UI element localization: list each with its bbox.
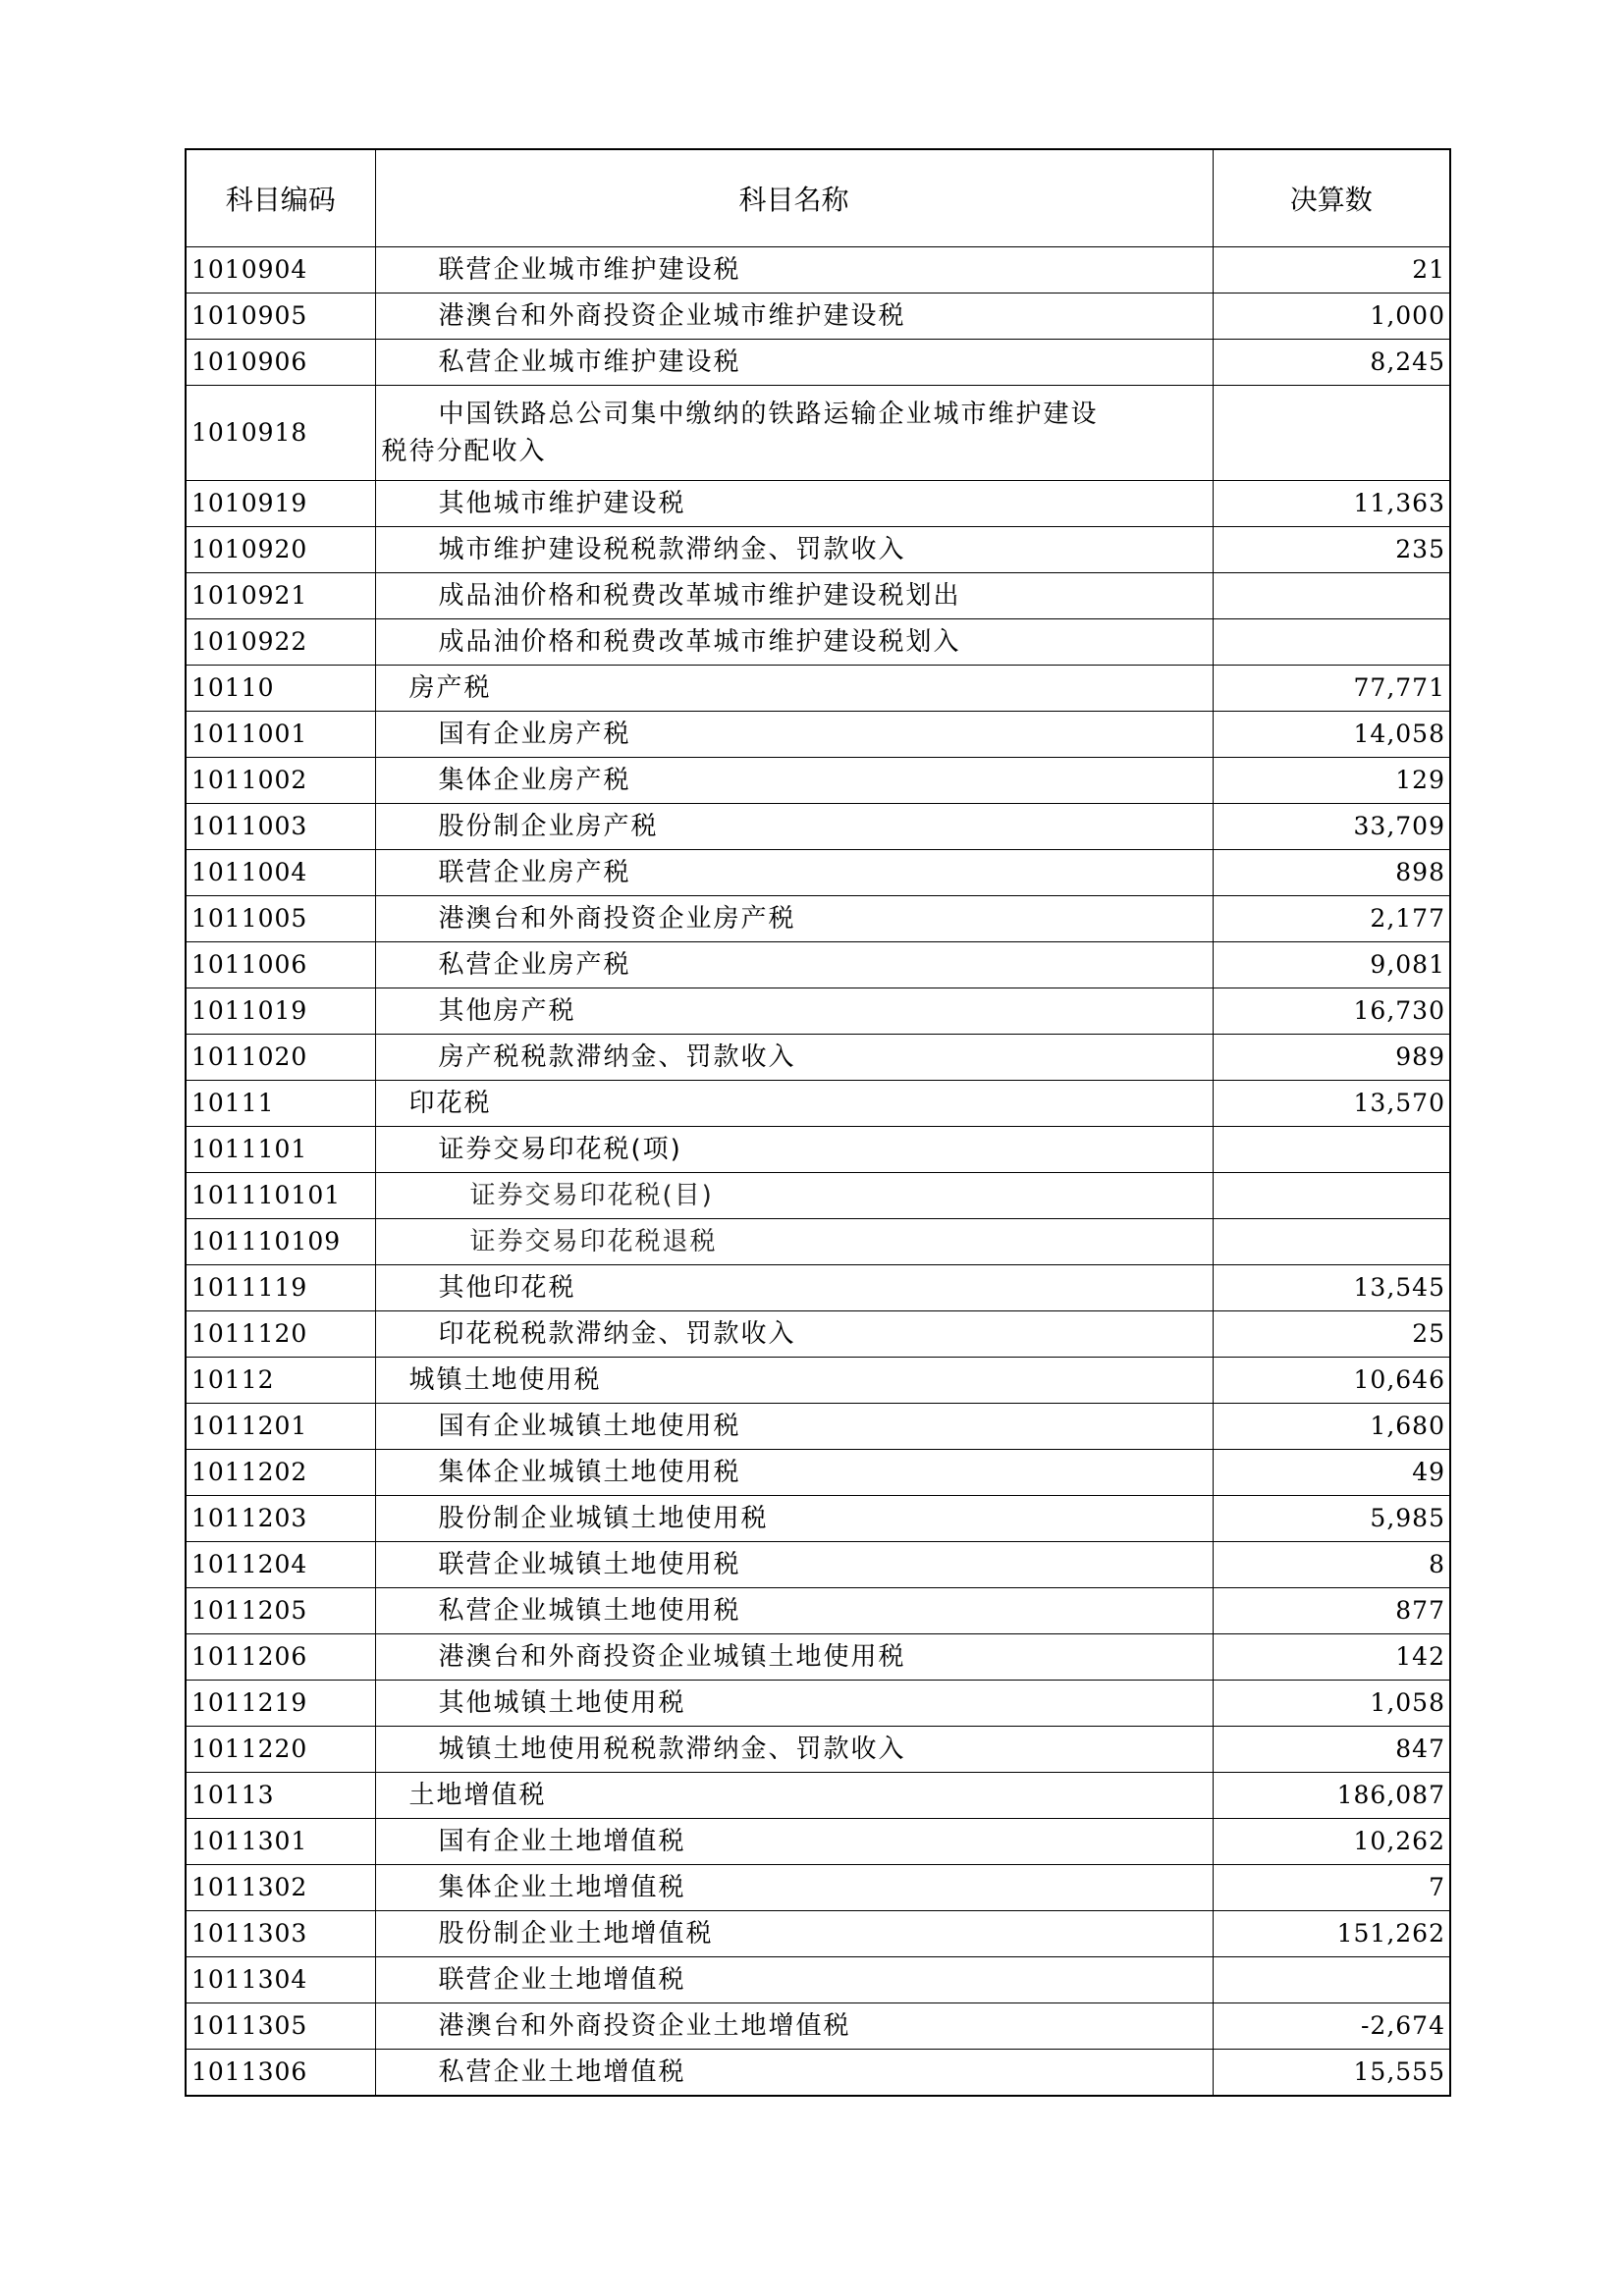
table-row bbox=[186, 1911, 1450, 1957]
row-amount: 15,555 bbox=[1213, 2050, 1450, 2097]
row-amount bbox=[1213, 619, 1450, 666]
row-name-line1: 中国铁路总公司集中缴纳的铁路运输企业城市维护建设 bbox=[438, 400, 1099, 429]
row-amount: 186,087 bbox=[1213, 1773, 1450, 1819]
row-code: 1011205 bbox=[186, 1588, 375, 1634]
table-row bbox=[186, 1173, 1450, 1219]
row-amount: 142 bbox=[1213, 1634, 1450, 1681]
budget-table bbox=[185, 148, 1451, 2097]
row-amount bbox=[1213, 1173, 1450, 1219]
row-name: 证券交易印花税(项) bbox=[375, 1127, 1213, 1173]
row-name: 城镇土地使用税税款滞纳金、罚款收入 bbox=[375, 1727, 1213, 1773]
table-row bbox=[186, 1219, 1450, 1265]
row-name: 印花税税款滞纳金、罚款收入 bbox=[375, 1311, 1213, 1358]
row-amount: 49 bbox=[1213, 1450, 1450, 1496]
table-row bbox=[186, 850, 1450, 896]
row-amount: 14,058 bbox=[1213, 712, 1450, 758]
row-code: 1011119 bbox=[186, 1265, 375, 1311]
table-row bbox=[186, 386, 1450, 481]
table-row bbox=[186, 896, 1450, 942]
row-name: 城镇土地使用税 bbox=[375, 1358, 1213, 1404]
row-name-line2: 税待分配收入 bbox=[381, 437, 547, 466]
row-name: 国有企业房产税 bbox=[375, 712, 1213, 758]
row-amount: 235 bbox=[1213, 527, 1450, 573]
table-row bbox=[186, 573, 1450, 619]
row-amount: -2,674 bbox=[1213, 2003, 1450, 2050]
row-code: 1010921 bbox=[186, 573, 375, 619]
row-name: 国有企业土地增值税 bbox=[375, 1819, 1213, 1865]
row-amount: 8 bbox=[1213, 1542, 1450, 1588]
row-code: 1010904 bbox=[186, 247, 375, 294]
budget-table-container bbox=[185, 148, 1449, 2097]
row-name: 集体企业土地增值税 bbox=[375, 1865, 1213, 1911]
row-name: 私营企业房产税 bbox=[375, 942, 1213, 988]
row-amount: 21 bbox=[1213, 247, 1450, 294]
row-amount: 13,545 bbox=[1213, 1265, 1450, 1311]
row-amount: 847 bbox=[1213, 1727, 1450, 1773]
row-amount: 5,985 bbox=[1213, 1496, 1450, 1542]
table-row bbox=[186, 1404, 1450, 1450]
table-row bbox=[186, 1957, 1450, 2003]
row-amount: 2,177 bbox=[1213, 896, 1450, 942]
table-row bbox=[186, 1265, 1450, 1311]
row-amount: 989 bbox=[1213, 1035, 1450, 1081]
row-code: 1011305 bbox=[186, 2003, 375, 2050]
row-name: 私营企业土地增值税 bbox=[375, 2050, 1213, 2097]
table-row bbox=[186, 712, 1450, 758]
row-amount: 898 bbox=[1213, 850, 1450, 896]
row-amount: 9,081 bbox=[1213, 942, 1450, 988]
row-code: 1011101 bbox=[186, 1127, 375, 1173]
row-name: 其他城市维护建设税 bbox=[375, 481, 1213, 527]
row-code: 1011004 bbox=[186, 850, 375, 896]
row-name: 港澳台和外商投资企业房产税 bbox=[375, 896, 1213, 942]
row-name: 城市维护建设税税款滞纳金、罚款收入 bbox=[375, 527, 1213, 573]
row-amount: 16,730 bbox=[1213, 988, 1450, 1035]
row-name: 其他城镇土地使用税 bbox=[375, 1681, 1213, 1727]
row-name: 成品油价格和税费改革城市维护建设税划出 bbox=[375, 573, 1213, 619]
table-row bbox=[186, 942, 1450, 988]
row-name: 证券交易印花税(目) bbox=[375, 1173, 1213, 1219]
row-amount: 877 bbox=[1213, 1588, 1450, 1634]
row-amount: 13,570 bbox=[1213, 1081, 1450, 1127]
row-name: 港澳台和外商投资企业城镇土地使用税 bbox=[375, 1634, 1213, 1681]
row-code: 10112 bbox=[186, 1358, 375, 1404]
header-name: 科目名称 bbox=[375, 149, 1213, 247]
row-name: 股份制企业房产税 bbox=[375, 804, 1213, 850]
table-row bbox=[186, 1035, 1450, 1081]
row-name: 私营企业城镇土地使用税 bbox=[375, 1588, 1213, 1634]
row-code: 1011006 bbox=[186, 942, 375, 988]
header-amount: 决算数 bbox=[1213, 149, 1450, 247]
row-code: 1011001 bbox=[186, 712, 375, 758]
row-name: 国有企业城镇土地使用税 bbox=[375, 1404, 1213, 1450]
row-name: 证券交易印花税退税 bbox=[375, 1219, 1213, 1265]
table-row bbox=[186, 1865, 1450, 1911]
row-code: 1010906 bbox=[186, 340, 375, 386]
row-code: 10111 bbox=[186, 1081, 375, 1127]
table-body bbox=[186, 247, 1450, 2097]
row-amount: 10,262 bbox=[1213, 1819, 1450, 1865]
row-name: 港澳台和外商投资企业土地增值税 bbox=[375, 2003, 1213, 2050]
row-amount: 1,058 bbox=[1213, 1681, 1450, 1727]
row-name: 其他房产税 bbox=[375, 988, 1213, 1035]
row-name: 联营企业房产税 bbox=[375, 850, 1213, 896]
table-row bbox=[186, 619, 1450, 666]
row-amount bbox=[1213, 573, 1450, 619]
row-name: 成品油价格和税费改革城市维护建设税划入 bbox=[375, 619, 1213, 666]
row-code: 1011003 bbox=[186, 804, 375, 850]
row-code: 1011202 bbox=[186, 1450, 375, 1496]
row-amount: 33,709 bbox=[1213, 804, 1450, 850]
row-amount bbox=[1213, 1219, 1450, 1265]
row-code: 1011219 bbox=[186, 1681, 375, 1727]
row-name: 联营企业土地增值税 bbox=[375, 1957, 1213, 2003]
table-row bbox=[186, 2050, 1450, 2097]
row-amount: 1,000 bbox=[1213, 294, 1450, 340]
row-name: 港澳台和外商投资企业城市维护建设税 bbox=[375, 294, 1213, 340]
row-name: 集体企业城镇土地使用税 bbox=[375, 1450, 1213, 1496]
table-row bbox=[186, 758, 1450, 804]
table-row bbox=[186, 340, 1450, 386]
row-name: 房产税 bbox=[375, 666, 1213, 712]
row-amount: 77,771 bbox=[1213, 666, 1450, 712]
table-row bbox=[186, 666, 1450, 712]
row-amount: 7 bbox=[1213, 1865, 1450, 1911]
row-amount: 11,363 bbox=[1213, 481, 1450, 527]
row-name: 股份制企业土地增值税 bbox=[375, 1911, 1213, 1957]
row-code: 1011120 bbox=[186, 1311, 375, 1358]
table-row bbox=[186, 1727, 1450, 1773]
row-code: 1011201 bbox=[186, 1404, 375, 1450]
row-code: 1010922 bbox=[186, 619, 375, 666]
table-row bbox=[186, 1450, 1450, 1496]
row-amount: 151,262 bbox=[1213, 1911, 1450, 1957]
row-code: 1011303 bbox=[186, 1911, 375, 1957]
row-amount: 10,646 bbox=[1213, 1358, 1450, 1404]
row-name: 其他印花税 bbox=[375, 1265, 1213, 1311]
table-row bbox=[186, 1634, 1450, 1681]
row-code: 1011302 bbox=[186, 1865, 375, 1911]
table-row bbox=[186, 1681, 1450, 1727]
row-amount bbox=[1213, 1127, 1450, 1173]
row-code: 1011019 bbox=[186, 988, 375, 1035]
table-row bbox=[186, 2003, 1450, 2050]
row-code: 1011002 bbox=[186, 758, 375, 804]
table-row bbox=[186, 804, 1450, 850]
row-code: 1011220 bbox=[186, 1727, 375, 1773]
row-code: 1011306 bbox=[186, 2050, 375, 2097]
row-code: 1011020 bbox=[186, 1035, 375, 1081]
table-row bbox=[186, 481, 1450, 527]
row-name: 股份制企业城镇土地使用税 bbox=[375, 1496, 1213, 1542]
row-code: 1011005 bbox=[186, 896, 375, 942]
row-name: 土地增值税 bbox=[375, 1773, 1213, 1819]
table-row bbox=[186, 1773, 1450, 1819]
row-amount bbox=[1213, 386, 1450, 481]
row-code: 10113 bbox=[186, 1773, 375, 1819]
row-name: 联营企业城市维护建设税 bbox=[375, 247, 1213, 294]
row-code: 1010919 bbox=[186, 481, 375, 527]
table-row bbox=[186, 1542, 1450, 1588]
row-code: 1011206 bbox=[186, 1634, 375, 1681]
row-code: 1010905 bbox=[186, 294, 375, 340]
table-row bbox=[186, 1081, 1450, 1127]
row-code: 1010918 bbox=[186, 386, 375, 481]
table-row bbox=[186, 1358, 1450, 1404]
table-row bbox=[186, 1588, 1450, 1634]
row-code: 1010920 bbox=[186, 527, 375, 573]
table-row bbox=[186, 527, 1450, 573]
table-row bbox=[186, 1496, 1450, 1542]
row-amount: 8,245 bbox=[1213, 340, 1450, 386]
row-amount: 129 bbox=[1213, 758, 1450, 804]
row-amount: 1,680 bbox=[1213, 1404, 1450, 1450]
row-amount: 25 bbox=[1213, 1311, 1450, 1358]
row-code: 1011301 bbox=[186, 1819, 375, 1865]
row-name: 印花税 bbox=[375, 1081, 1213, 1127]
row-code: 10110 bbox=[186, 666, 375, 712]
table-row bbox=[186, 1819, 1450, 1865]
row-code: 101110101 bbox=[186, 1173, 375, 1219]
row-name: 房产税税款滞纳金、罚款收入 bbox=[375, 1035, 1213, 1081]
row-name: 联营企业城镇土地使用税 bbox=[375, 1542, 1213, 1588]
row-code: 101110109 bbox=[186, 1219, 375, 1265]
row-name: 私营企业城市维护建设税 bbox=[375, 340, 1213, 386]
table-row bbox=[186, 294, 1450, 340]
table-header-row bbox=[186, 149, 1450, 247]
row-name: 集体企业房产税 bbox=[375, 758, 1213, 804]
row-code: 1011204 bbox=[186, 1542, 375, 1588]
row-name bbox=[375, 386, 1213, 481]
table-row bbox=[186, 1311, 1450, 1358]
header-code: 科目编码 bbox=[186, 149, 375, 247]
row-code: 1011304 bbox=[186, 1957, 375, 2003]
table-row bbox=[186, 988, 1450, 1035]
row-amount bbox=[1213, 1957, 1450, 2003]
table-row bbox=[186, 247, 1450, 294]
table-row bbox=[186, 1127, 1450, 1173]
row-code: 1011203 bbox=[186, 1496, 375, 1542]
